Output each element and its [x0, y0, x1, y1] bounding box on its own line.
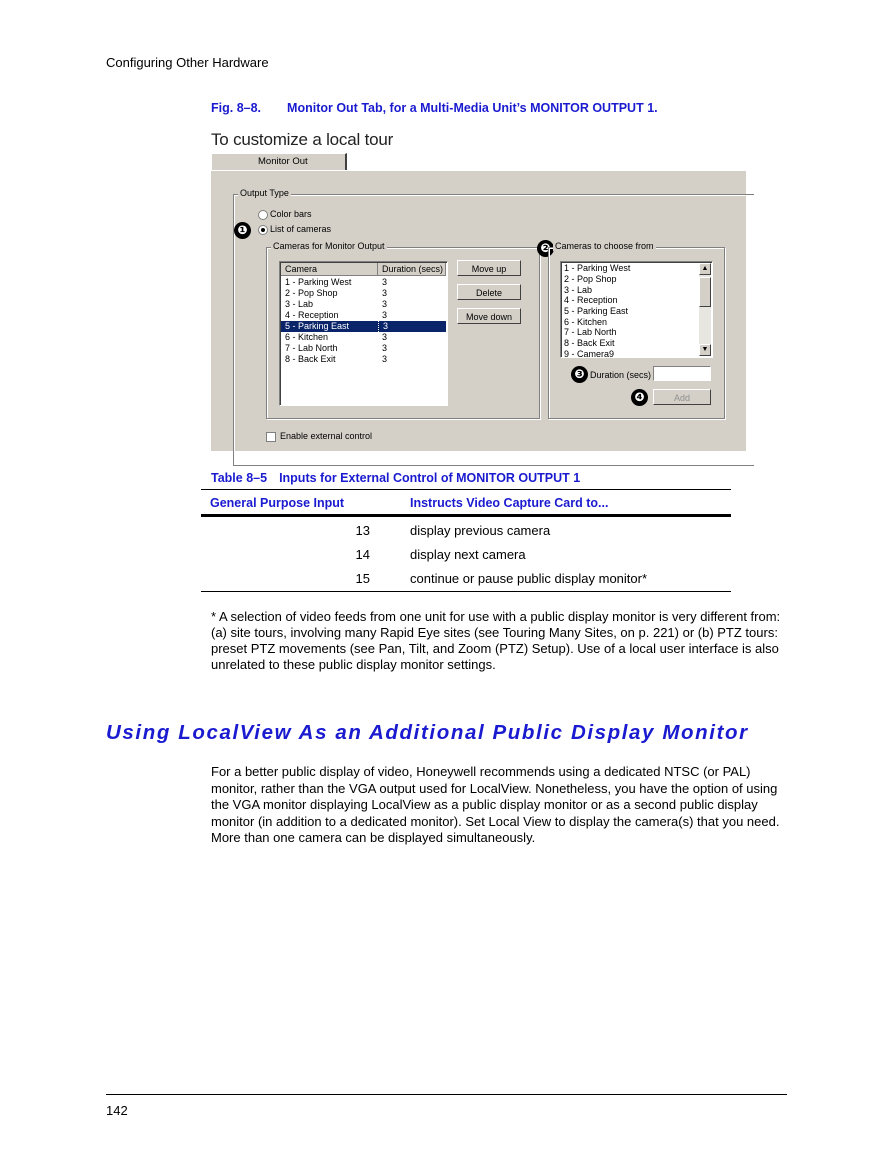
figure-caption — [211, 101, 658, 115]
choose-list-item[interactable]: 1 - Parking West — [564, 263, 631, 273]
choose-list-item[interactable]: 2 - Pop Shop — [564, 274, 617, 284]
footnote: * A selection of video feeds from one unit for use with a public display monitor is very different from: (a) site tours, involving many Rapid Eye sites (see Touring Many Sites, on p. 221) or (b) PTZ tours: preset PTZ movements (see Pan, Tilt, and Zoom (PTZ) Setup). Use of a local user interface is also unrelated to these public display monitor settings. — [211, 609, 781, 672]
table-caption — [211, 471, 580, 485]
cameras-to-choose-label: Cameras to choose from — [555, 241, 654, 251]
table-cell-input: 15 — [355, 571, 370, 586]
choose-list-item[interactable]: 4 - Reception — [564, 295, 618, 305]
move-down-button[interactable]: Move down — [457, 308, 521, 324]
table-cell-action: display previous camera — [410, 523, 551, 538]
table-header-rule — [201, 514, 731, 517]
camera-cell: 7 - Lab North — [285, 343, 338, 353]
table-header-input: General Purpose Input — [210, 496, 345, 510]
choose-list-item[interactable]: 8 - Back Exit — [564, 338, 615, 348]
camera-cell: 3 - Lab — [285, 299, 314, 309]
camera-cell: 5 - Parking East — [285, 321, 350, 331]
scroll-down-arrow-icon[interactable]: ▼ — [699, 344, 711, 356]
list-row-selected[interactable] — [281, 321, 446, 332]
duration-cell: 3 — [382, 310, 388, 320]
page-number: 142 — [106, 1103, 128, 1118]
delete-button[interactable]: Delete — [457, 284, 521, 300]
output-type-label: Output Type — [240, 188, 289, 198]
choose-list-item[interactable]: 6 - Kitchen — [564, 317, 608, 327]
table-cell-input: 13 — [355, 523, 370, 538]
scroll-up-arrow-icon[interactable]: ▲ — [699, 263, 711, 275]
screenshot-title: To customize a local tour — [211, 130, 394, 149]
table-bottom-rule — [201, 591, 731, 592]
duration-cell: 3 — [382, 288, 388, 298]
running-head: Configuring Other Hardware — [106, 55, 269, 70]
table-top-rule — [201, 489, 731, 490]
choose-list-scrollbar[interactable] — [699, 263, 711, 356]
duration-label: Duration (secs) — [590, 370, 652, 380]
choose-list-item[interactable]: 5 - Parking East — [564, 306, 629, 316]
duration-cell: 3 — [382, 299, 388, 309]
duration-cell: 3 — [378, 321, 388, 332]
list-row[interactable] — [281, 343, 446, 354]
table-cell-action: display next camera — [410, 547, 526, 562]
monitor-camera-list[interactable] — [279, 261, 448, 406]
list-row[interactable] — [281, 288, 446, 299]
duration-cell: 3 — [382, 277, 388, 287]
choose-list-item[interactable]: 9 - Camera9 — [564, 349, 615, 358]
duration-cell: 3 — [382, 332, 388, 342]
table-header-action: Instructs Video Capture Card to... — [410, 496, 609, 510]
choose-camera-list[interactable] — [560, 261, 713, 358]
camera-cell: 2 - Pop Shop — [285, 288, 338, 298]
list-row[interactable] — [281, 332, 446, 343]
camera-cell: 4 - Reception — [285, 310, 339, 320]
enable-external-control-label: Enable external control — [280, 431, 373, 441]
scroll-thumb[interactable] — [699, 277, 711, 307]
figure-label: Fig. 8–8. — [211, 101, 262, 115]
enable-external-control-checkbox[interactable] — [266, 432, 276, 442]
table-label: Table 8–5 — [211, 471, 268, 485]
camera-cell: 8 - Back Exit — [285, 354, 336, 364]
camera-column-header[interactable]: Camera — [281, 263, 378, 275]
tab-monitor-out[interactable]: Monitor Out — [211, 153, 347, 172]
list-row[interactable] — [281, 354, 446, 365]
table-cell-action: continue or pause public display monitor* — [410, 571, 648, 586]
section-heading: Using LocalView As an Additional Public Display Monitor — [106, 721, 749, 744]
list-row[interactable] — [281, 310, 446, 321]
move-up-button[interactable]: Move up — [457, 260, 521, 276]
cameras-to-choose-group — [548, 241, 725, 419]
callout-3: ❸ — [571, 366, 588, 383]
callout-2: ❷ — [537, 240, 554, 257]
duration-cell: 3 — [382, 354, 388, 364]
duration-column-header[interactable]: Duration (secs) — [378, 263, 446, 275]
table-caption-text: Inputs for External Control of MONITOR OUTPUT 1 — [279, 471, 581, 485]
list-header — [281, 263, 446, 276]
list-of-cameras-radio[interactable] — [258, 225, 268, 235]
footer-rule — [106, 1094, 787, 1095]
monitor-out-panel — [211, 170, 746, 451]
cameras-for-monitor-output-group — [266, 241, 540, 419]
table-cell-input: 14 — [355, 547, 370, 562]
figure-caption-text: Monitor Out Tab, for a Multi-Media Unit’s MONITOR OUTPUT 1. — [287, 101, 658, 115]
section-body: For a better public display of video, Honeywell recommends using a dedicated NTSC (or PAL) monitor, rather than the VGA output used for LocalView. Nonetheless, you have the option of using the VGA monitor displaying LocalView as a public display monitor or as a second public display monitor (in addition to a dedicated monitor). Set Local View to display the camera(s) that you need. More than one camera can be displayed simultaneously. — [211, 764, 780, 845]
list-row[interactable] — [281, 277, 446, 288]
color-bars-label: Color bars — [270, 209, 312, 219]
duration-input[interactable] — [653, 366, 711, 381]
list-of-cameras-label: List of cameras — [270, 224, 332, 234]
camera-cell: 1 - Parking West — [285, 277, 352, 287]
duration-cell: 3 — [382, 343, 388, 353]
tab-strip — [211, 153, 746, 170]
camera-cell: 6 - Kitchen — [285, 332, 329, 342]
add-button[interactable]: Add — [653, 389, 711, 405]
choose-list-item[interactable]: 3 - Lab — [564, 285, 593, 295]
monitor-out-screenshot — [211, 130, 746, 450]
list-row[interactable] — [281, 299, 446, 310]
choose-list-item[interactable]: 7 - Lab North — [564, 327, 617, 337]
output-type-group — [233, 188, 754, 466]
callout-4: ❹ — [631, 389, 648, 406]
cameras-for-monitor-output-label: Cameras for Monitor Output — [273, 241, 385, 251]
color-bars-radio[interactable] — [258, 210, 268, 220]
callout-1: ❶ — [234, 222, 251, 239]
